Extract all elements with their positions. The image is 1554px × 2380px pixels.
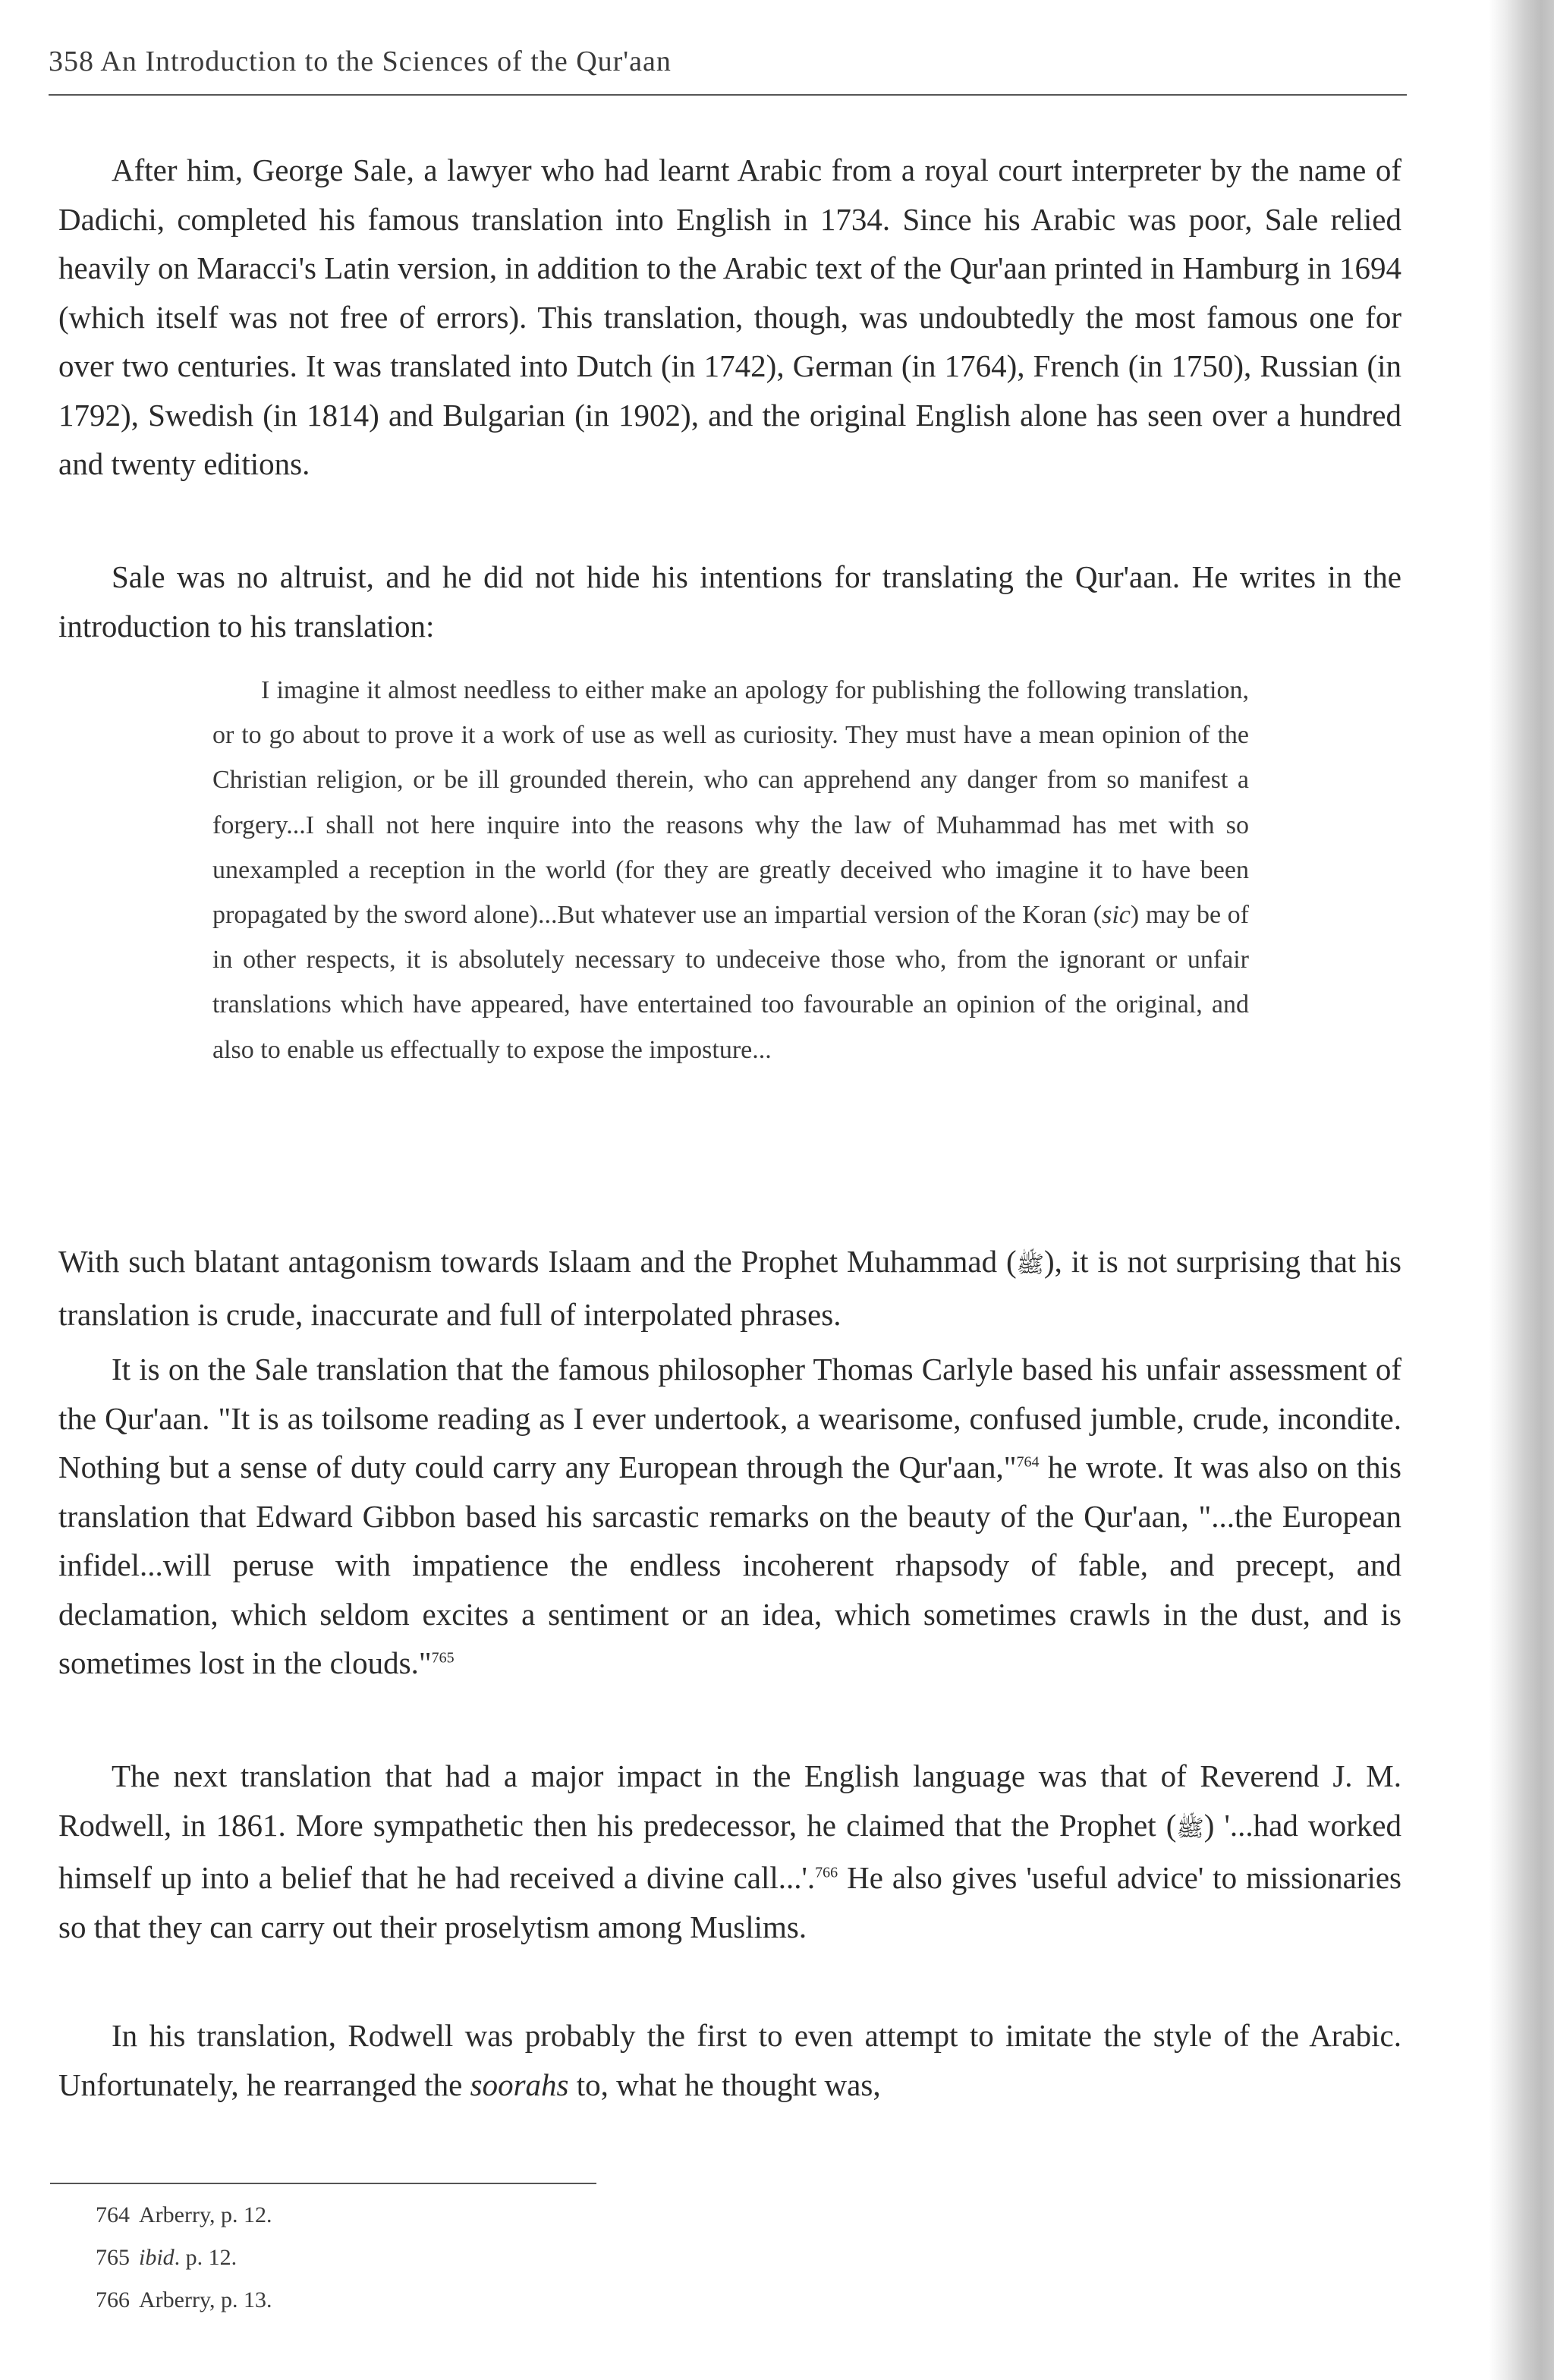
header-rule — [49, 94, 1407, 96]
page-number: 358 — [49, 46, 94, 77]
running-head — [49, 47, 1407, 76]
paragraph-carlyle-gibbon — [58, 1345, 1401, 1688]
footnote-number: 765 — [96, 2245, 130, 2270]
footnote-ref-764[interactable]: 764 — [1016, 1453, 1040, 1471]
quote-text-part1: I imagine it almost needless to either make an apology for publishing the following translation, or to go about to prove it a work of use as well as curiosity. They must have a mean opinion of the Christian religion, or be ill grounded therein, who can apprehend any danger from so manifest a forgery...I shall not here inquire into the reasons why the law of Muhammad has met with so unexampled a reception in the world (for they are greatly deceived who imagine it to have been propagated by the sword alone)...But whatever use an impartial version of the Koran ( — [212, 676, 1249, 930]
gibbon-text: he wrote. It was also on this translation that Edward Gibbon based his sarcastic remarks on the beauty of the Qur'aan, "...the European infidel...will peruse with impatience the endless incoherent rhapsody of fable, and precept, and declamation, which seldom excites a sentiment or an idea, which sometimes crawls in the dust, and is sometimes lost in the clouds." — [58, 1450, 1401, 1680]
scan-page-edge — [1489, 0, 1554, 2380]
block-quote-sale — [212, 668, 1249, 1072]
footnote-number: 764 — [96, 2202, 130, 2227]
book-title: An Introduction to the Sciences of the Qur'aan — [100, 46, 672, 77]
rodwell-text-part3: He also gives 'useful advice' to missionaries so that they can carry out their proselytism among Muslims. — [58, 1860, 1401, 1944]
quote-text-part2: ) may be of in other respects, it is absolutely necessary to undeceive those who, from the ignorant or unfair translations which have appeared, have entertained too favourable an opinion of the original, and also to enable us effectually to expose the imposture... — [212, 901, 1249, 1064]
antagonism-text-part1: With such blatant antagonism towards Islaam and the Prophet Muhammad ( — [58, 1244, 1017, 1279]
footnote-ibid: ibid — [139, 2245, 175, 2270]
paragraph-sale-translation: After him, George Sale, a lawyer who had learnt Arabic from a royal court interpreter by the name of Dadichi, completed his famous translation into English in 1734. Since his Arabic was poor, Sale relied heavily on Maracci's Latin version, in addition to the Arabic text of the Qur'aan printed in Hamburg in 1694 (which itself was not free of errors). This translation, though, was undoubtedly the most famous one for over two centuries. It was translated into Dutch (in 1742), German (in 1764), French (in 1750), Russian (in 1792), Swedish (in 1814) and Bulgarian (in 1902), and the original English alone has seen over a hundred and twenty editions. — [58, 153, 1401, 481]
sic-mark: sic — [1102, 901, 1131, 930]
rodwell-text-part1: The next translation that had a major impact in the English language was that of Reverend J. M. Rodwell, in 1861. More sympathetic then his predecessor, he claimed that the Prophet ( — [58, 1758, 1401, 1843]
paragraph-rodwell-style — [58, 2011, 1401, 2109]
soorahs-term: soorahs — [470, 2067, 569, 2102]
rodwell-style-text-part1: In his translation, Rodwell was probably the first to even attempt to imitate the style of the Arabic. Unfortunately, he rearranged the — [58, 2018, 1401, 2102]
footnote-rule — [50, 2183, 596, 2184]
paragraph-rodwell — [58, 1752, 1401, 1951]
rodwell-style-text-part2: to, what he thought was, — [568, 2067, 881, 2102]
footnote-ref-765[interactable]: 765 — [431, 1649, 455, 1667]
carlyle-text: It is on the Sale translation that the famous philosopher Thomas Carlyle based his unfair assessment of the Qur'aan. "It is as toilsome reading as I ever undertook, a wearisome, confused jumble, crude, incondite. Nothing but a sense of duty could carry any European through the Qur'aan," — [58, 1352, 1401, 1484]
footnote-text: . p. 12. — [174, 2245, 238, 2270]
rodwell-text-part2: ) '...had worked himself up into a belief that he had received a divine call...'. — [58, 1807, 1402, 1895]
footnote-766 — [96, 2289, 272, 2312]
footnote-number: 766 — [96, 2287, 130, 2312]
footnote-ref-766[interactable]: 766 — [815, 1864, 838, 1881]
paragraph-sale-intentions: Sale was no altruist, and he did not hide his intentions for translating the Qur'aan. He writes in the introduction to his translation: — [58, 559, 1401, 644]
honorific-glyph: ﷺ — [1016, 1251, 1044, 1278]
antagonism-text-part2: ), it is not surprising that his translation is crude, inaccurate and full of interpolated phrases. — [58, 1244, 1402, 1332]
paragraph-antagonism — [58, 1237, 1401, 1339]
footnote-text: Arberry, p. 13. — [139, 2287, 272, 2312]
honorific-glyph-2: ﷺ — [1176, 1815, 1204, 1842]
footnote-765 — [96, 2246, 237, 2269]
footnote-764 — [96, 2204, 272, 2227]
footnote-text: Arberry, p. 12. — [139, 2202, 272, 2227]
